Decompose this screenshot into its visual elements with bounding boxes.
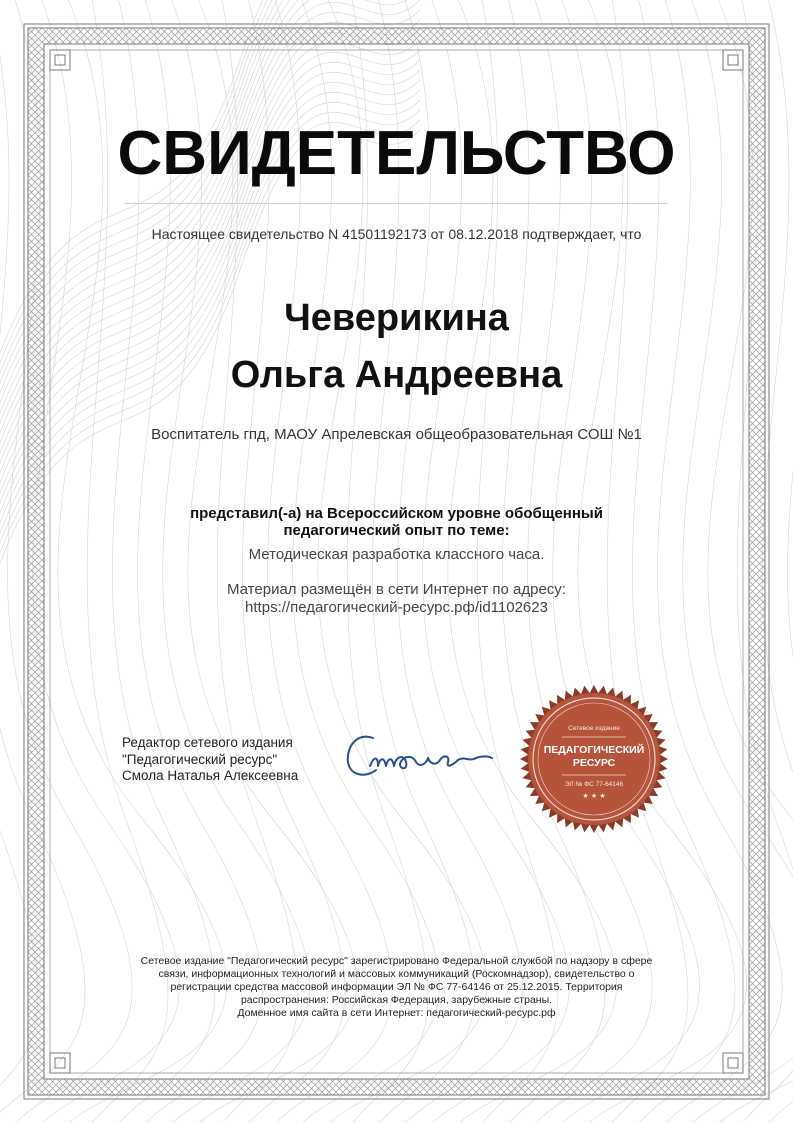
footer-line: регистрации средства массовой информации ЭЛ № ФС 77-64146 от 25.12.2015. Территория <box>170 981 623 993</box>
presented-line: педагогический опыт по теме: <box>283 522 510 539</box>
recipient-position: Воспитатель гпд, МАОУ Апрелевская общеобразовательная СОШ №1 <box>151 426 642 443</box>
editor-name: Смола Наталья Алексеевна <box>122 768 299 783</box>
presented-statement <box>60 505 733 539</box>
editor-publication: "Педагогический ресурс" <box>122 751 278 767</box>
publication-seal <box>518 683 670 835</box>
seal-brand-line1: ПЕДАГОГИЧЕСКИЙ <box>543 744 645 756</box>
registration-footer <box>110 955 683 1020</box>
editor-block <box>122 735 298 785</box>
seal-brand-line2: РЕСУРС <box>572 757 616 769</box>
seal-registration: ЭЛ № ФС 77-64146 <box>564 781 624 788</box>
seal-stars: ★ ★ ★ <box>582 792 606 800</box>
recipient-surname: Чеверикина <box>284 297 509 339</box>
footer-line: Доменное имя сайта в сети Интернет: педагогический-ресурс.рф <box>237 1007 556 1019</box>
editor-signature <box>340 722 500 792</box>
presented-line: представил(-а) на Всероссийском уровне обобщенный <box>190 505 603 522</box>
footer-line: связи, информационных технологий и массовых коммуникаций (Роскомнадзор), свидетельство о <box>158 968 635 980</box>
seal-top-text: Сетевое издание <box>568 725 620 732</box>
editor-role: Редактор сетевого издания <box>122 735 293 750</box>
footer-line: распространения: Российская Федерация, зарубежные страны. <box>240 994 553 1006</box>
recipient-given-names: Ольга Андреевна <box>230 354 563 396</box>
material-url[interactable]: https://педагогический-ресурс.рф/id1102623 <box>245 599 548 616</box>
topic-text: Методическая разработка классного часа. <box>248 546 545 563</box>
material-caption: Материал размещён в сети Интернет по адресу: <box>227 581 566 598</box>
certificate-title: СВИДЕТЕЛЬСТВО <box>117 119 676 188</box>
title-divider <box>124 203 668 204</box>
footer-line: Сетевое издание "Педагогический ресурс" зарегистрировано Федеральной службой по надзору в сфере <box>140 955 653 967</box>
certificate-intro: Настоящее свидетельство N 41501192173 от 08.12.2018 подтверждает, что <box>151 226 642 242</box>
